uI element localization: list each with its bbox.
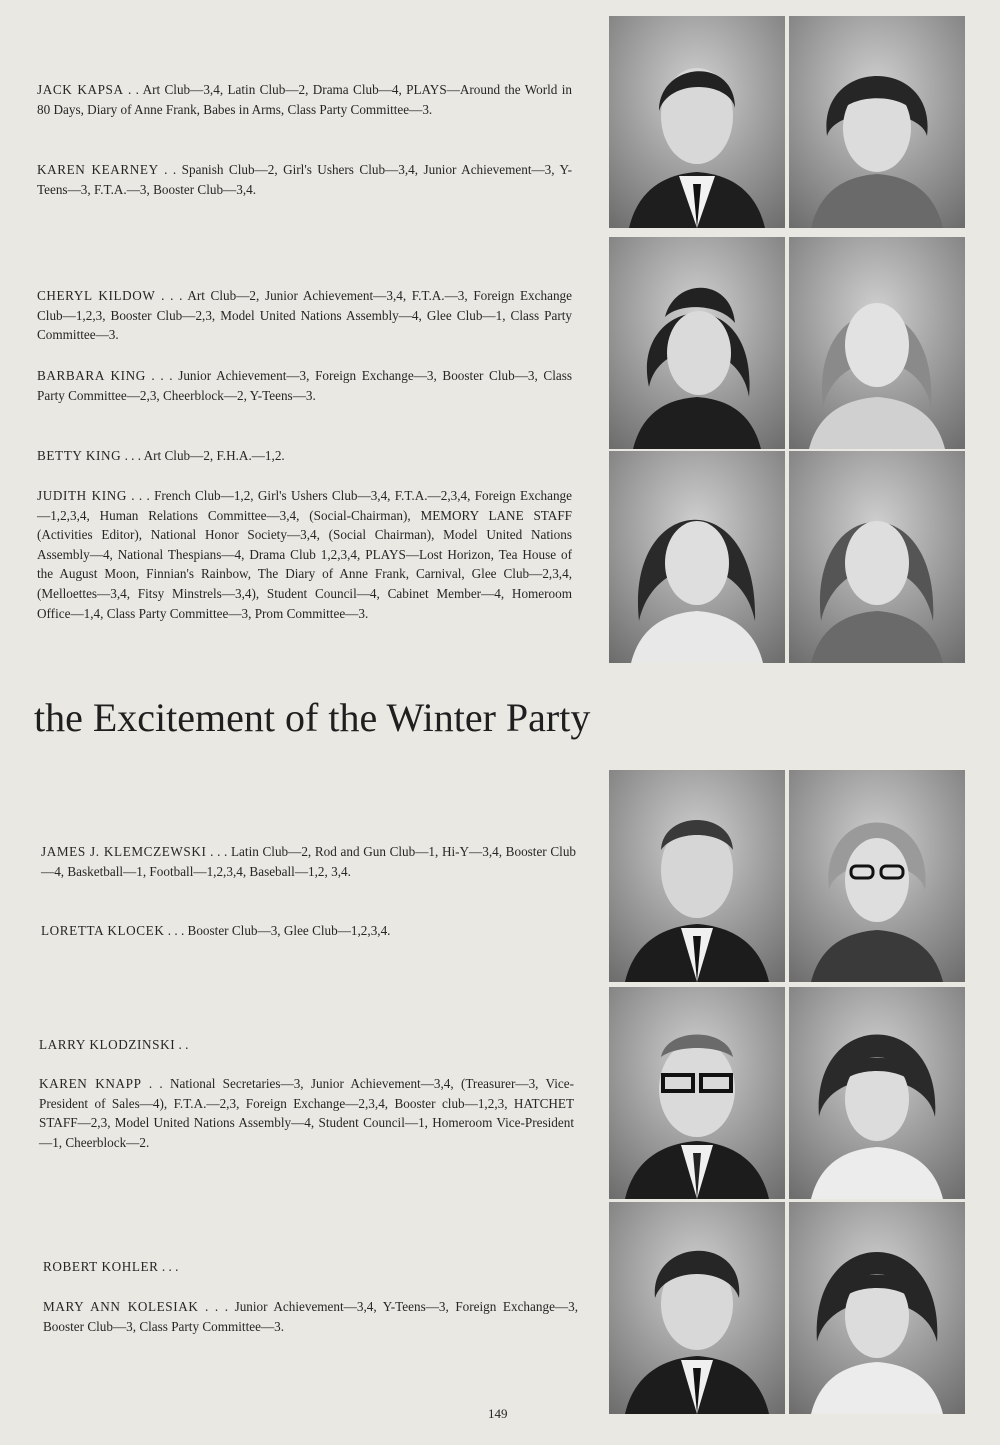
entry-robert-kohler — [43, 1257, 578, 1277]
separator: . . . — [158, 1259, 179, 1274]
activities-text: Junior Achievement—3,4, Y-Teens—3, Foreign Exchange—3, Booster Club—3, Class Party Committee—3. — [43, 1299, 578, 1334]
portrait-photo — [609, 987, 785, 1199]
activities-text: National Secretaries—3, Junior Achievement—3,4, (Treasurer—3, Vice-President of Sales—4), F.T.A.—2,3, Foreign Exchange—2,3,4, Booster club—1,2,3, HATCHET STAFF—2,3, Model United Nations Assembly—4, Student Council—1, Homeroom Vice-President—1, Cheerblock—2. — [39, 1076, 575, 1150]
student-name: JAMES J. KLEMCZEWSKI — [41, 844, 207, 859]
separator: . . . — [206, 844, 231, 859]
activities-text: Art Club—3,4, Latin Club—2, Drama Club—4, PLAYS—Around the World in 80 Days, Diary of Anne Frank, Babes in Arms, Class Party Committee—3. — [37, 82, 573, 117]
portrait-photo — [609, 770, 785, 982]
student-name: KAREN KEARNEY — [37, 162, 159, 177]
separator: . . . — [164, 923, 188, 938]
entry-betty-king — [37, 446, 572, 466]
entry-cheryl-kildow — [37, 286, 572, 345]
student-name: MARY ANN KOLESIAK — [43, 1299, 199, 1314]
separator: . . . — [121, 448, 144, 463]
separator: . . — [141, 1076, 170, 1091]
activities-text: Booster Club—3, Glee Club—1,2,3,4. — [187, 923, 391, 938]
entry-judith-king — [37, 486, 572, 623]
separator: . . — [123, 82, 143, 97]
entry-loretta-klocek — [41, 921, 576, 941]
entry-jack-kapsa — [37, 80, 572, 119]
entry-barbara-king — [37, 366, 572, 405]
portrait-photo — [789, 16, 965, 228]
separator: . . . — [198, 1299, 235, 1314]
activities-text: Spanish Club—2, Girl's Ushers Club—3,4, Junior Achievement—3, Y-Teens—3, F.T.A.—3, Booster Club—3,4. — [37, 162, 572, 197]
student-name: KAREN KNAPP — [39, 1076, 142, 1091]
portrait-photo — [609, 1202, 785, 1414]
separator: . . — [175, 1037, 189, 1052]
portrait-photo — [789, 987, 965, 1199]
student-name: BARBARA KING — [37, 368, 146, 383]
activities-text: Latin Club—2, Rod and Gun Club—1, Hi-Y—3,4, Booster Club—4, Basketball—1, Football—1,2,3,4, Baseball—1,2, 3,4. — [41, 844, 577, 879]
activities-text: Art Club—2, F.H.A.—1,2. — [143, 448, 285, 463]
entry-james-klemczewski — [41, 842, 576, 881]
portrait-photo — [789, 451, 965, 663]
separator: . . . — [145, 368, 179, 383]
activities-text: Junior Achievement—3, Foreign Exchange—3, Booster Club—3, Class Party Committee—2,3, Cheerblock—2, Y-Teens—3. — [37, 368, 572, 403]
portrait-photo — [609, 16, 785, 228]
student-name: BETTY KING — [37, 448, 122, 463]
portrait-photo — [789, 770, 965, 982]
entry-karen-knapp — [39, 1074, 574, 1152]
entry-larry-klodzinski — [39, 1035, 574, 1055]
student-name: ROBERT KOHLER — [43, 1259, 159, 1274]
student-name: LARRY KLODZINSKI — [39, 1037, 176, 1052]
portrait-photo — [609, 451, 785, 663]
portrait-photo — [789, 1202, 965, 1414]
entry-karen-kearney — [37, 160, 572, 199]
student-name: CHERYL KILDOW — [37, 288, 156, 303]
activities-text: French Club—1,2, Girl's Ushers Club—3,4, F.T.A.—2,3,4, Foreign Exchange—1,2,3,4, Human Relations Committee—3,4, (Social-Chairman), MEMORY LANE STAFF (Activities Editor), National Honor Society—3,4, (Social Chairman), Model United Nations Assembly—4, National Thespians—4, Drama Club 1,2,3,4, PLAYS—Lost Horizon, Tea House of the August Moon, Finnian's Rainbow, The Diary of Anne Frank, Carnival, Glee Club—2,3,4, (Melloettes—3,4, Fitsy Minstrels—3,4), Student Council—4, Cabinet Member—4, Homeroom Office—1,4, Class Party Committee—3, Prom Committee—3. — [37, 488, 572, 621]
separator: . . . — [127, 488, 155, 503]
section-headline: the Excitement of the Winter Party — [34, 695, 591, 740]
entry-mary-ann-kolesiak — [43, 1297, 578, 1336]
student-name: JUDITH KING — [37, 488, 128, 503]
page-number: 149 — [488, 1406, 508, 1421]
portrait-photo — [609, 237, 785, 449]
separator: . . — [158, 162, 182, 177]
portrait-photo — [789, 237, 965, 449]
activities-text: Art Club—2, Junior Achievement—3,4, F.T.A.—3, Foreign Exchange Club—1,2,3, Booster Club—2,3, Model United Nations Assembly—4, Glee Club—1, Class Party Committee—3. — [37, 288, 572, 343]
separator: . . . — [155, 288, 188, 303]
student-name: LORETTA KLOCEK — [41, 923, 165, 938]
student-name: JACK KAPSA — [37, 82, 124, 97]
